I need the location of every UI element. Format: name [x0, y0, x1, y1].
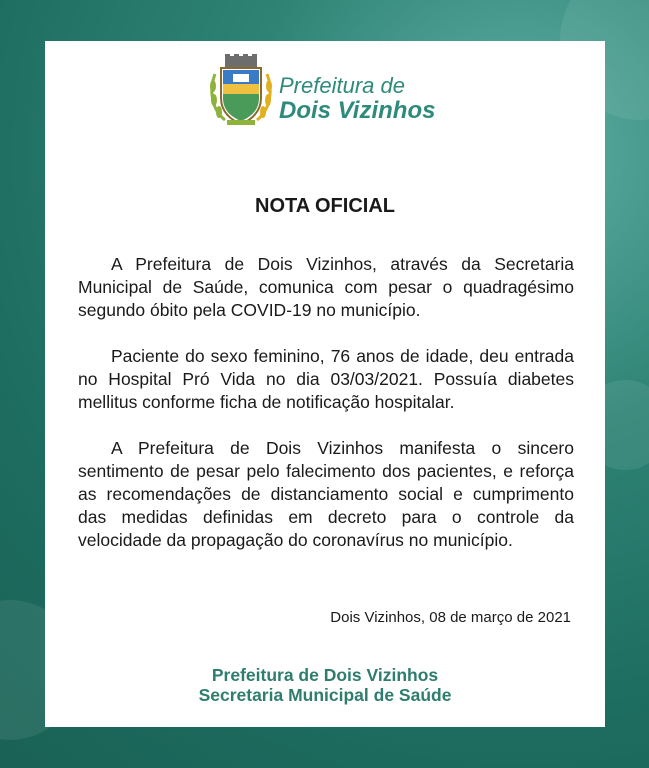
- coat-of-arms-icon: [207, 54, 275, 126]
- paragraph: A Prefeitura de Dois Vizinhos manifesta o sincero sentimento de pesar pelo falecimento dos pacientes, e reforça as recomendações de distanciamento social e cumprimento das medidas definidas em decreto para o controle da velocidade da propagação do coronavírus no município.: [78, 438, 574, 550]
- signature-line-1: Prefeitura de Dois Vizinhos: [211, 665, 439, 685]
- paragraph: Paciente do sexo feminino, 76 anos de idade, deu entrada no Hospital Pró Vida no dia 03/03/2021. Possuía diabetes mellitus conforme ficha de notificação hospitalar.: [78, 346, 574, 412]
- document-title: NOTA OFICIAL: [255, 195, 395, 217]
- official-note-card: [45, 41, 605, 727]
- logo-text-municipality: Dois Vizinhos: [279, 97, 436, 124]
- note-body: [78, 253, 574, 575]
- paragraph: A Prefeitura de Dois Vizinhos, através da Secretaria Municipal de Saúde, comunica com pesar o quadragésimo segundo óbito pela COVID-19 no município.: [78, 254, 574, 320]
- signature-line-2: Secretaria Municipal de Saúde: [198, 685, 452, 705]
- dateline: Dois Vizinhos, 08 de março de 2021: [330, 609, 571, 626]
- logo-text-prefeitura: Prefeitura de: [279, 73, 405, 98]
- municipality-logo: [207, 54, 467, 126]
